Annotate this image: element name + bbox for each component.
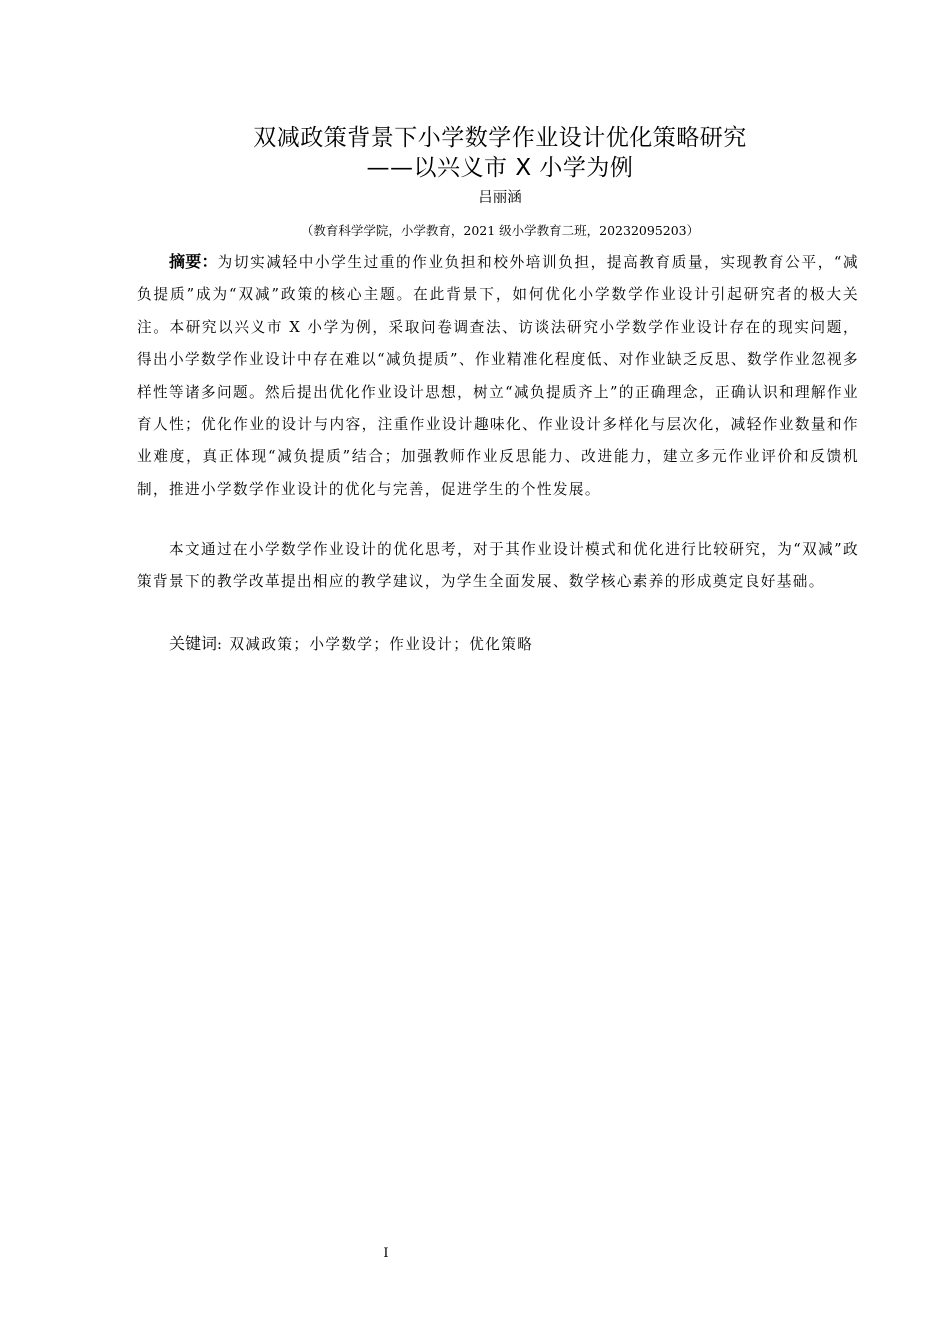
abstract-label: 摘要： — [169, 252, 218, 271]
author-name: 吕丽涵 — [478, 190, 522, 206]
author-affiliation: （教育科学学院，小学教育，2021 级小学教育二班，20232095203） — [300, 223, 700, 238]
abstract-text: 为切实减轻中小学生过重的作业负担和校外培训负担，提高教育质量，实现教育公平，“减负提质”成为“双减”政策的核心主题。在此背景下，如何优化小学数学作业设计引起研究者的极大关注。本研究以兴义市 X 小学为例，采取问卷调查法、访谈法研究小学数学作业设计存在的现实问题，得出小学数学作业设计中存在难以“减负提质”、作业精准化程度低、对作业缺乏反思、数学作业忽视多样性等诸多问题。然后提出优化作业设计思想，树立“减负提质齐上”的正确理念，正确认识和理解作业育人性；优化作业的设计与内容，注重作业设计趣味化、作业设计多样化与层次化，减轻作业数量和作业难度，真正体现“减负提质”结合；加强教师作业反思能力、改进能力，建立多元作业评价和反馈机制，推进小学数学作业设计的优化与完善，促进学生的个性发展。 — [137, 254, 859, 498]
keywords-label: 关键词 — [169, 634, 218, 653]
paper-title: 双减政策背景下小学数学作业设计优化策略研究 — [253, 125, 747, 151]
abstract-paragraph — [137, 246, 859, 506]
keywords-text: : 双减政策；小学数学；作业设计；优化策略 — [217, 636, 534, 653]
abstract-second-paragraph: 本文通过在小学数学作业设计的优化思考，对于其作业设计模式和优化进行比较研究，为“双减”政策背景下的教学改革提出相应的教学建议，为学生全面发展、数学核心素养的形成奠定良好基础。 — [137, 541, 859, 591]
page-number: I — [383, 1246, 389, 1261]
paper-subtitle: ——以兴义市 X 小学为例 — [366, 155, 634, 181]
keywords-line — [169, 630, 533, 659]
